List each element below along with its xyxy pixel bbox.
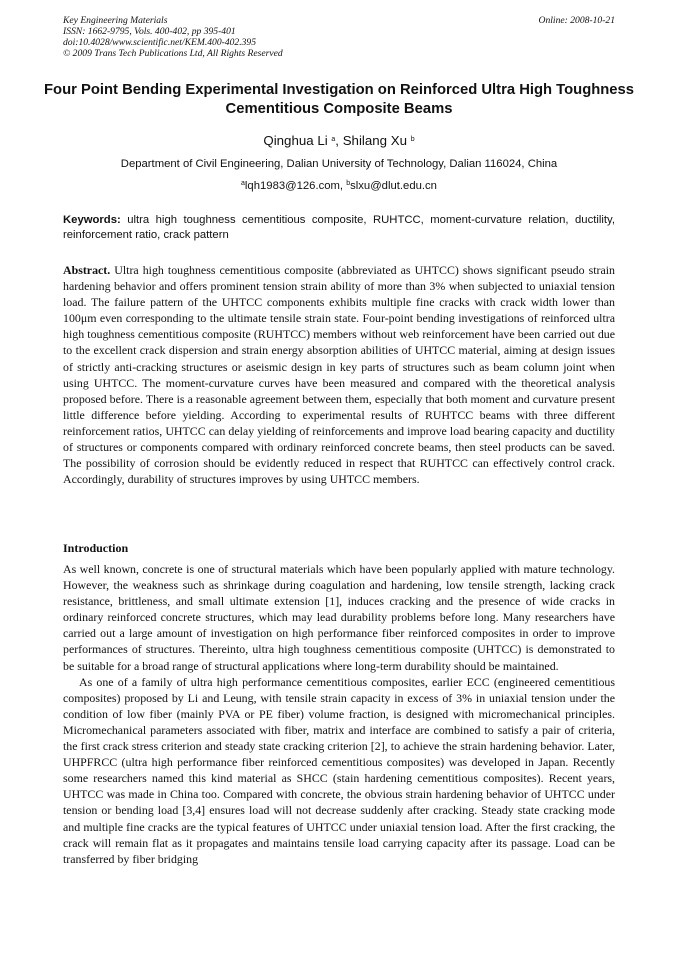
email-mark: a	[241, 180, 245, 187]
abstract-text: Ultra high toughness cementitious composite (abbreviated as UHTCC) shows significant pseudo strain hardening behavior and offers prominent tension strain ability of more than 3% when subjected to uniaxial tension load. The failure pattern of the UHTCC components exhibits multiple fine cracks with crack width lower than 100μm even corresponding to the ultimate tensile strain state. Four-point bending investigations of reinforced ultra high toughness cementitious composite (RUHTCC) members without web reinforcement have been carried out due to the excellent crack dispersion and strain energy absorption abilities of UHTCC material, aiming at design issues of strictly anti-cracking structures or aseismic design in key parts of structures such as beam column joint when using UHTCC. The moment-curvature curves have been measured and compared with the theoretical analysis proposed before. There is a reasonable agreement between them, especially that both moment and curvature present little difference before yielding. According to experimental results of RUHTCC beams with three different reinforcement ratios, UHTCC can delay yielding of reinforcements and improve load bearing capacity and ductility of structures or components compared with ordinary reinforced concrete beams, then steel products can be saved. The possibility of corrosion should be evidently reduced in respect that RUHTCC can effectively control crack. Accordingly, durability of structures improves by using UHTCC members.	[63, 263, 615, 487]
journal-name: Key Engineering Materials	[63, 15, 168, 26]
email-address: lqh1983@126.com,	[244, 180, 344, 192]
paragraph: As well known, concrete is one of structural materials which have been popularly applied with mature technology. However, the weakness such as shrinkage during coagulation and hardening, low tensile strength, lacking crack resistance, brittleness, and small ultimate extension [1], induces cracking and the presence of wide cracks in ordinary reinforced concrete structures, which may lead durability problems before long. Many researchers have carried out a large amount of investigation on high performance fiber reinforced composites in order to improve performances of structures. Thereinto, ultra high toughness cementitious composite (UHTCC) is demonstrated to be suitable for a broad range of structural applications where long-term durability should be maintained.	[63, 562, 615, 673]
abstract	[63, 262, 615, 487]
keywords	[63, 213, 615, 243]
author-affil-mark: a	[331, 136, 336, 143]
author-emails	[40, 179, 638, 193]
paragraph: As one of a family of ultra high performance cementitious composites, earlier ECC (engineered cementitious composites) proposed by Li and Leung, with tensile strain capacity in excess of 3% in uniaxial tension under the condition of low fiber (mainly PVA or PE fiber) volume fraction, is designed with micromechanical principles. Micromechanical parameters associated with fiber, matrix and interface are combined to satisfy a pair of criteria, the first crack stress criterion and steady state cracking criterion [2], to achieve the strain hardening behavior. Later, UHPFRCC (ultra high performance fiber reinforced cementitious composites) was developed in Japan. Recently some researchers named this kind material as SHCC (stain hardening cementitious composites). Recent years, UHTCC was made in China too. Compared with concrete, the obvious strain hardening behavior of UHTCC under tension or bending load [3,4] ensures load will not decrease suddenly after cracking. Steady state cracking mode and multiple fine cracks are the typical features of UHTCC under uniaxial tension load. After the first cracking, the crack will remain flat as it propagates and maintains tensile load carrying capacity after its passage. Load can be transferred by fiber bridging	[63, 674, 615, 866]
author-name: Shilang Xu	[342, 133, 408, 148]
issn-line: ISSN: 1662-9795, Vols. 400-402, pp 395-401	[63, 26, 236, 37]
author-affil-mark: b	[410, 136, 415, 143]
copyright-line: © 2009 Trans Tech Publications Ltd, All Rights Reserved	[63, 48, 283, 59]
author-list	[40, 133, 638, 149]
author-separator: ,	[335, 133, 343, 148]
author-name: Qinghua Li	[263, 133, 328, 148]
doi-line: doi:10.4028/www.scientific.net/KEM.400-402.395	[63, 37, 257, 48]
email-address: slxu@dlut.edu.cn	[350, 180, 437, 192]
online-date: Online: 2008-10-21	[538, 15, 615, 26]
keywords-label: Keywords:	[63, 214, 121, 226]
section-heading: Introduction	[63, 541, 129, 555]
introduction-body	[63, 561, 615, 867]
journal-header	[63, 15, 615, 59]
abstract-label: Abstract.	[63, 263, 111, 277]
keywords-text: ultra high toughness cementitious composite, RUHTCC, moment-curvature relation, ductility, reinforcement ratio, crack pattern	[63, 214, 615, 241]
affiliation: Department of Civil Engineering, Dalian University of Technology, Dalian 116024, China	[120, 158, 558, 170]
paper-title: Four Point Bending Experimental Investigation on Reinforced Ultra High Toughness Cementitious Composite Beams	[44, 82, 634, 117]
email-mark: b	[346, 180, 351, 187]
